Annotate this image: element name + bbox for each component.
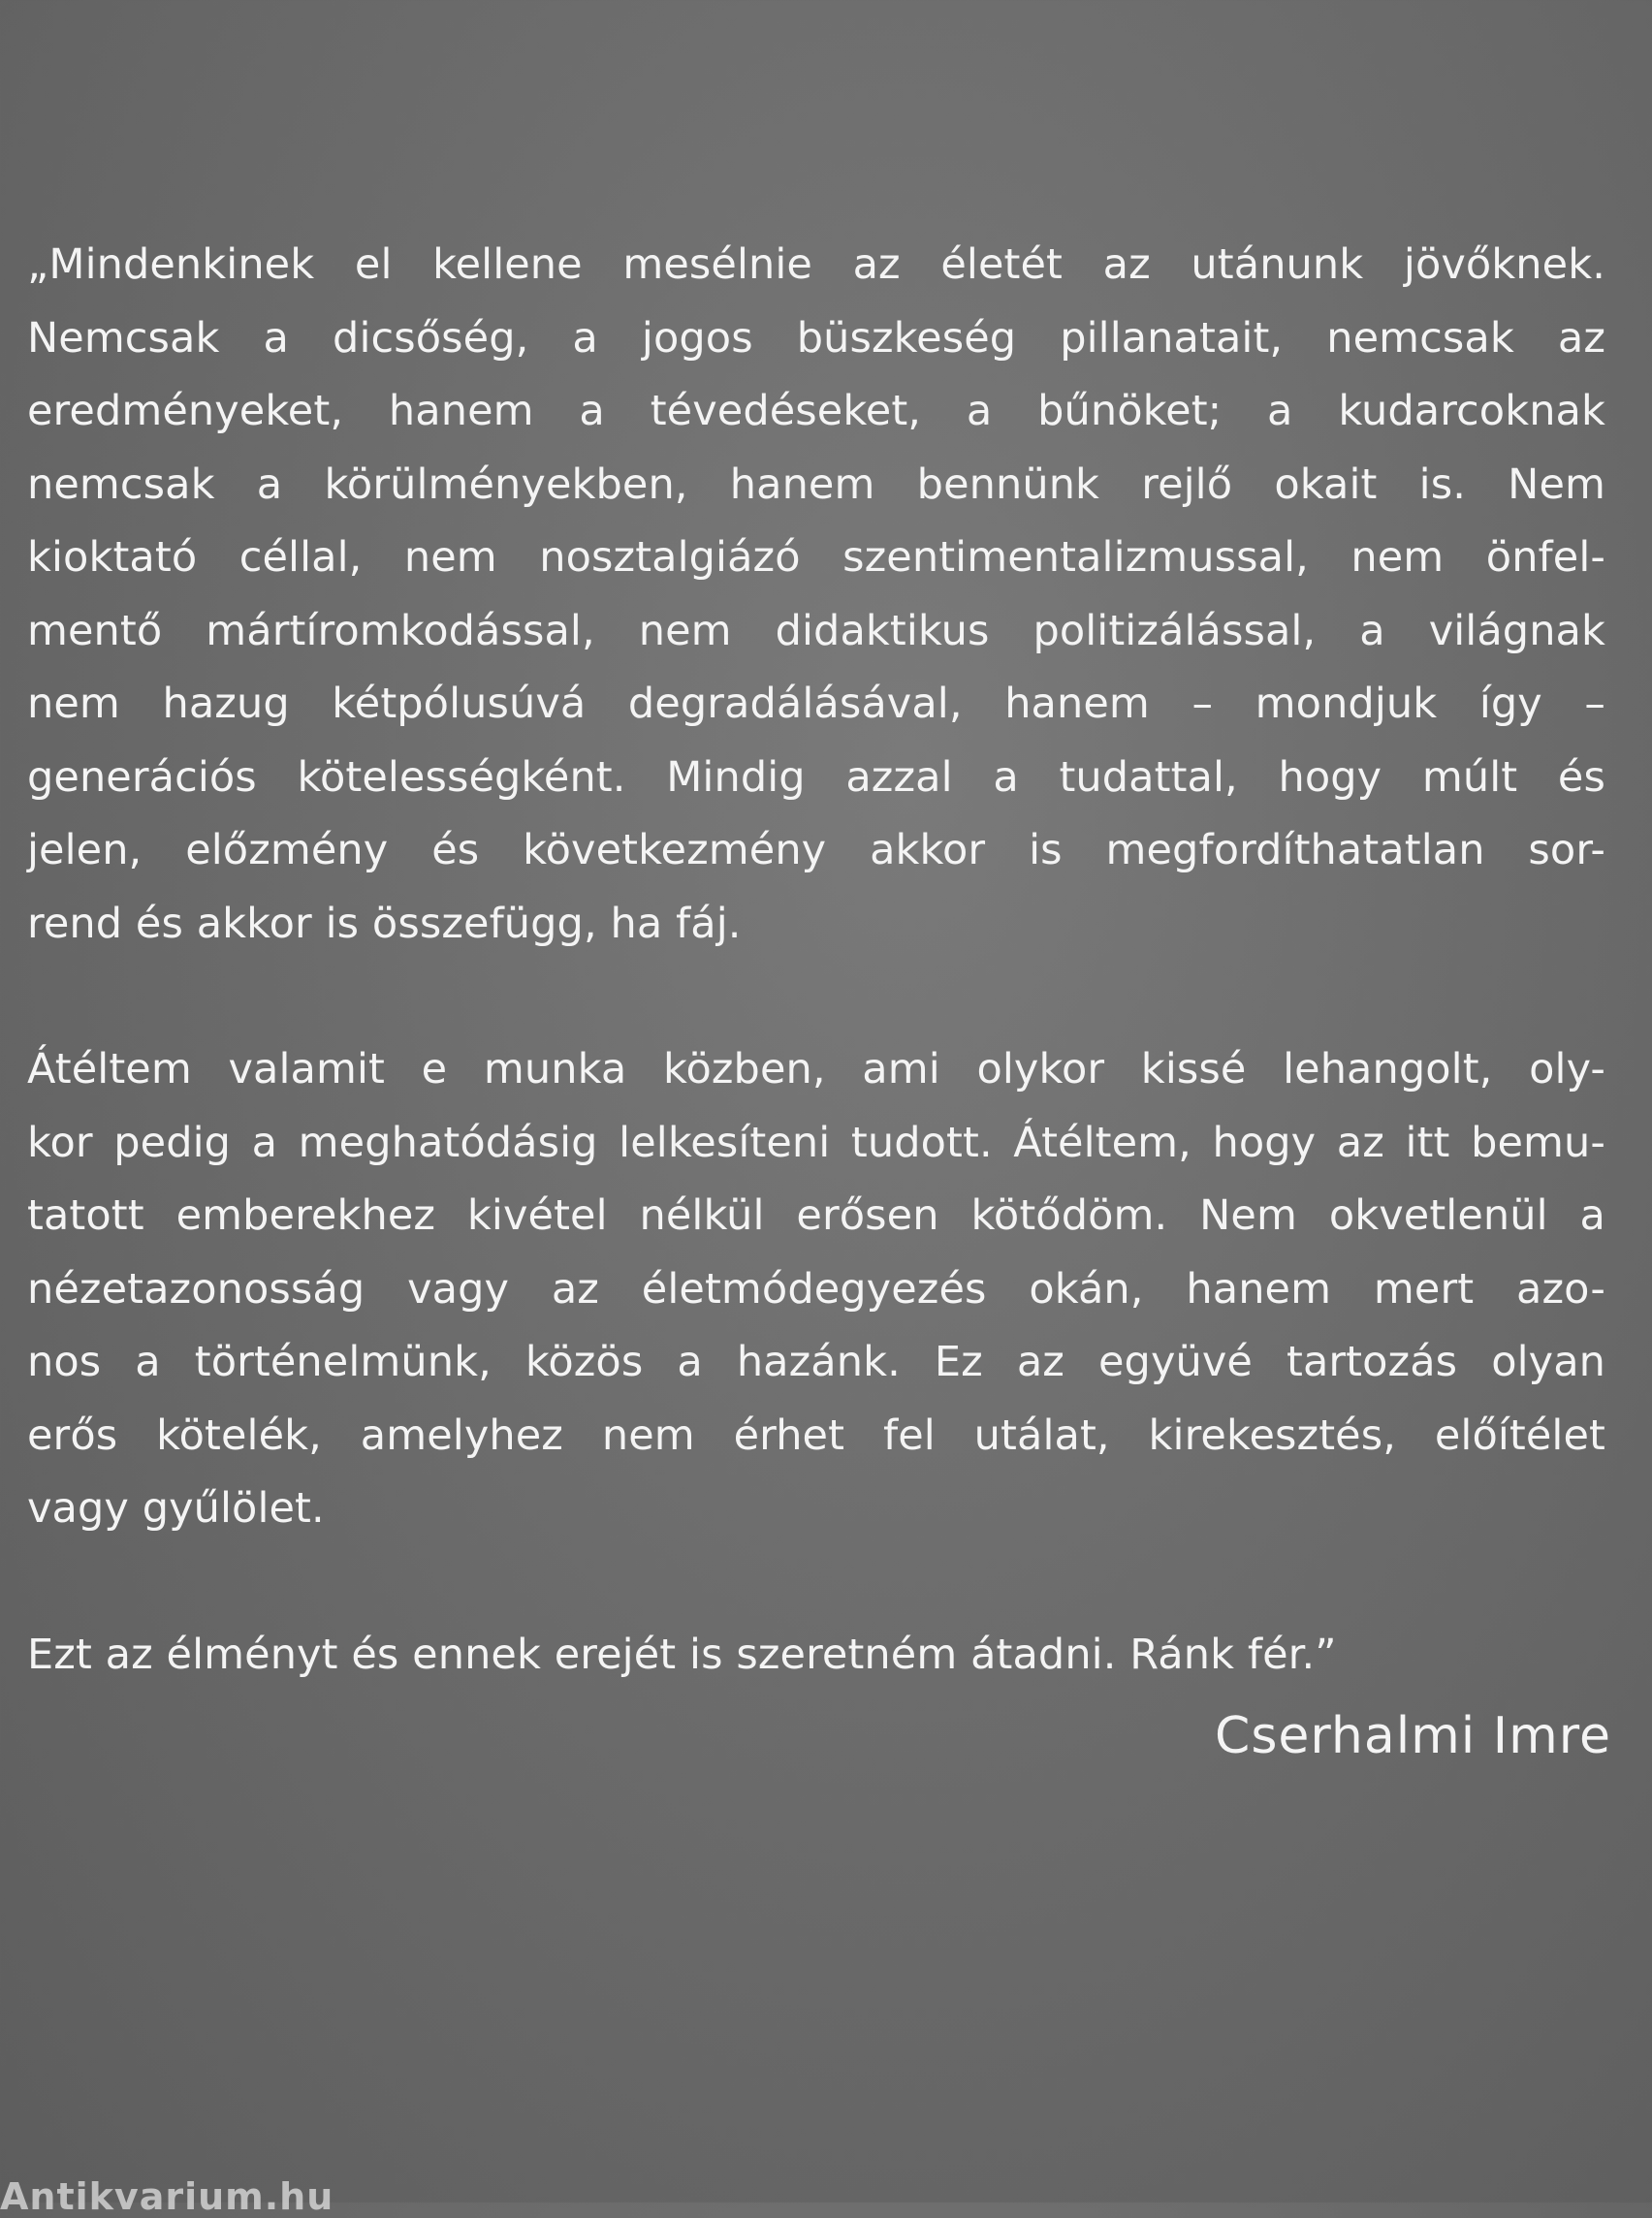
quote-line: rend és akkor is összefügg, ha fáj. <box>27 899 742 948</box>
quote-line: generációs kötelességként. Mindig azzal a tudattal, hogy múlt és <box>27 752 1605 802</box>
quote-line: eredményeket, hanem a tévedéseket, a bűnöket; a kudarcoknak <box>27 387 1605 435</box>
quote-line: Nemcsak a dicsőség, a jogos büszkeség pillanatait, nemcsak az <box>27 313 1605 363</box>
quote-line: jelen, előzmény és következmény akkor is megfordíthatatlan sor- <box>27 826 1605 874</box>
quote-block <box>27 229 1605 1692</box>
watermark: Antikvarium.hu <box>0 2175 334 2218</box>
quote-line: Átéltem valamit e munka közben, ami olykor kissé lehangolt, oly- <box>27 1045 1605 1093</box>
quote-line: Ezt az élményt és ennek erejét is szeretném átadni. Ránk fér.” <box>27 1630 1337 1679</box>
quote-line: nézetazonosság vagy az életmódegyezés okán, hanem mert azo- <box>27 1264 1605 1314</box>
quote-paragraph-2 <box>27 1033 1605 1546</box>
quote-line: tatott emberekhez kivétel nélkül erősen kötődöm. Nem okvetlenül a <box>27 1191 1605 1240</box>
quote-paragraph-1 <box>27 229 1605 961</box>
quote-paragraph-3 <box>27 1619 1605 1693</box>
quote-line: nemcsak a körülményekben, hanem bennünk rejlő okait is. Nem <box>27 459 1605 509</box>
quote-line: kor pedig a meghatódásig lelkesíteni tudott. Átéltem, hogy az itt bemu- <box>27 1118 1605 1167</box>
quote-line: nem hazug kétpólusúvá degradálásával, hanem – mondjuk így – <box>27 680 1605 728</box>
quote-line: nos a történelmünk, közös a hazánk. Ez az együvé tartozás olyan <box>27 1338 1605 1386</box>
author-signature: Cserhalmi Imre <box>1215 1707 1611 1765</box>
quote-line: mentő mártíromkodással, nem didaktikus politizálással, a világnak <box>27 606 1605 655</box>
quote-line: kioktató céllal, nem nosztalgiázó szentimentalizmussal, nem önfel- <box>27 533 1605 582</box>
quote-line: erős kötelék, amelyhez nem érhet fel utálat, kirekesztés, előítélet <box>27 1410 1605 1460</box>
quote-line: vagy gyűlölet. <box>27 1484 325 1533</box>
quote-line: „Mindenkinek el kellene mesélnie az életét az utánunk jövőknek. <box>27 240 1605 289</box>
